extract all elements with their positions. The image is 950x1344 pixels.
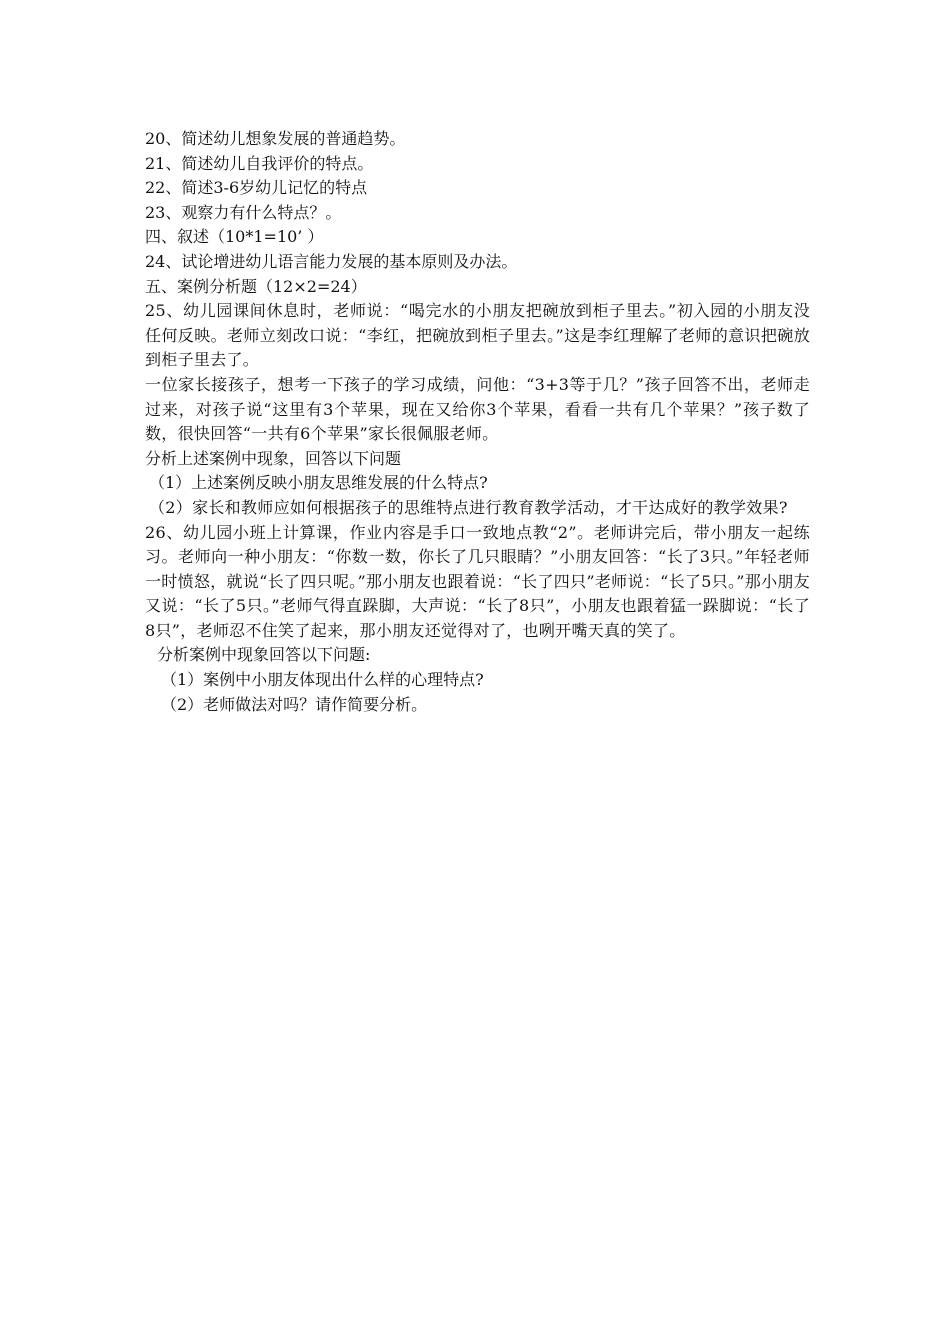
question-20: 20、简述幼儿想象发展的普通趋势。 — [145, 129, 406, 148]
question-23: 23、观察力有什么特点？。 — [145, 202, 342, 222]
question-22: 22、简述3-6岁幼儿记忆的特点 — [145, 178, 368, 198]
question-26-case: 26、幼儿园小班上计算课，作业内容是手口一致地点教“2”。老师讲完后，带小朋友一起练习。老师向一种小朋友：“你数一数，你长了几只眼睛？”小朋友回答：“长了3只。”年轻老师一时愤怒，就说“长了四只呢。”那小朋友也跟着说：“长了四只”老师说：“长了5只。”那小朋友又说：“长了5只。”老师气得直跺脚，大声说：“长了8只”，小朋友也跟着猛一跺脚说：“长了8只”，老师忍不住笑了起来，那小朋友还觉得对了，也咧开嘴天真的笑了。 — [145, 522, 810, 640]
document-body — [145, 127, 810, 717]
question-25-prompt: 分析上述案例中现象，回答以下问题 — [145, 448, 402, 468]
section-4-heading: 四、叙述（10*1=10’ ） — [145, 227, 324, 247]
question-24: 24、试论增进幼儿语言能力发展的基本原则及办法。 — [145, 251, 518, 271]
question-25-case-2: 一位家长接孩子，想考一下孩子的学习成绩，问他：“3+3等于几？”孩子回答不出，老师走过来，对孩子说“这里有3个苹果，现在又给你3个苹果，看看一共有几个苹果？”孩子数了数，很快回答“一共有6个苹果”家长很佩服老师。 — [145, 374, 810, 444]
question-25-case-1: 25、幼儿园课间休息时，老师说：“喝完水的小朋友把碗放到柜子里去。”初入园的小朋友没任何反映。老师立刻改口说：“李红，把碗放到柜子里去。”这是李红理解了老师的意识把碗放到柜子里去了。 — [145, 301, 810, 370]
section-5-heading: 五、案例分析题（12×2=24） — [145, 276, 367, 296]
question-26-sub-1: （1）案例中小朋友体现出什么样的心理特点? — [161, 670, 484, 690]
question-25-sub-1: （1）上述案例反映小朋友思维发展的什么特点? — [149, 473, 488, 493]
question-26-sub-2: （2）老师做法对吗？请作简要分析。 — [161, 694, 428, 714]
question-21: 21、简述幼儿自我评价的特点。 — [145, 153, 374, 173]
question-26-prompt: 分析案例中现象回答以下问题: — [157, 645, 371, 665]
question-25-sub-2: （2）家长和教师应如何根据孩子的思维特点进行教育教学活动，才干达成好的教学效果? — [149, 497, 788, 517]
